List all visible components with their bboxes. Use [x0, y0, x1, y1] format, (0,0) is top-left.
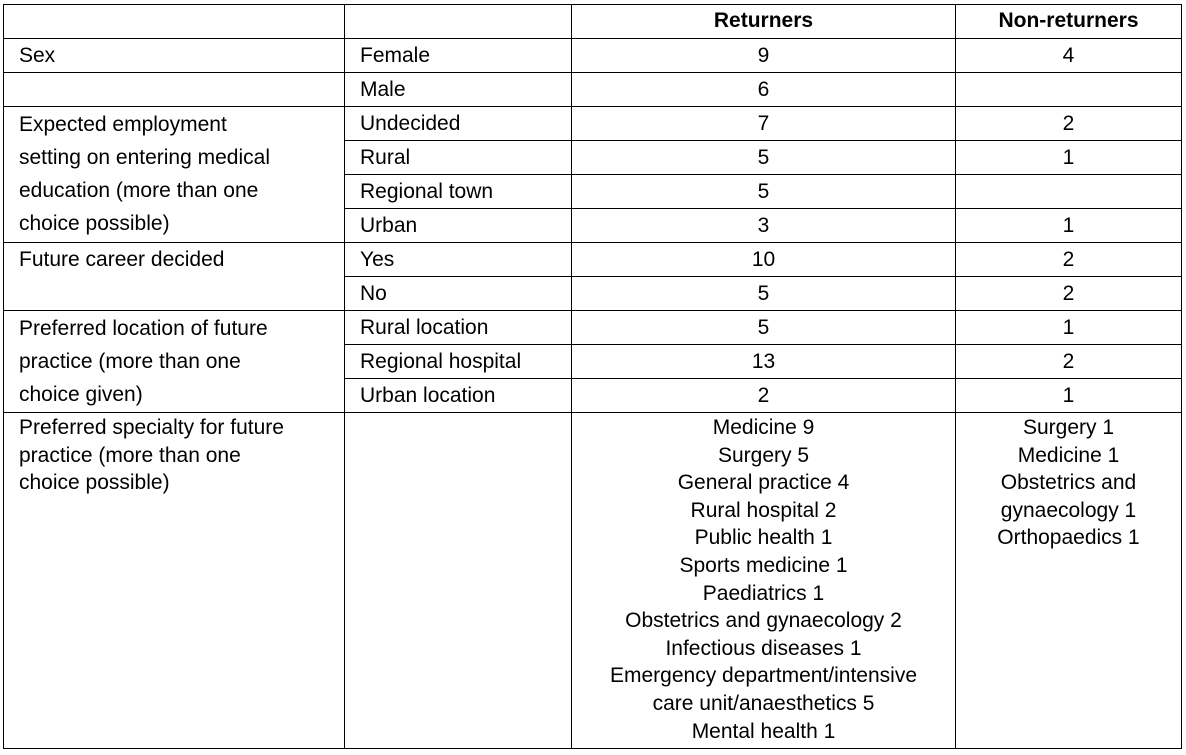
specialty-item: Obstetrics and gynaecology 2 [625, 609, 902, 633]
specialty-item: General practice 4 [677, 471, 850, 495]
group-label-line: Preferred location of future [19, 317, 268, 340]
group-label-line: choice possible) [19, 212, 170, 235]
non-returners-cell [956, 73, 1182, 107]
group-label: Sex [4, 39, 345, 73]
header-returners: Returners [572, 5, 956, 39]
returners-cell: 10 [572, 243, 956, 277]
group-label [4, 73, 345, 107]
row-label: Rural location [345, 311, 572, 345]
non-returners-cell: 2 [956, 107, 1182, 141]
specialty-item: Emergency department/intensive [610, 664, 917, 688]
group-label-line: Preferred specialty for future [19, 416, 284, 439]
table-row [4, 243, 1182, 277]
returners-cell: 5 [572, 175, 956, 209]
group-label-line: education (more than one [19, 179, 259, 202]
specialty-item: Medicine 9 [712, 416, 815, 439]
table-row [4, 107, 1182, 141]
non-returners-cell [956, 175, 1182, 209]
row-label [345, 413, 572, 749]
specialty-item: Sports medicine 1 [679, 553, 848, 577]
specialty-item: gynaecology 1 [1000, 498, 1137, 522]
table-row [4, 39, 1182, 73]
header-cell [345, 5, 572, 39]
returners-cell: 13 [572, 345, 956, 379]
returners-cell: 9 [572, 39, 956, 73]
non-returners-cell: 2 [956, 345, 1182, 379]
non-returners-cell: 1 [956, 141, 1182, 175]
returners-cell: 3 [572, 209, 956, 243]
specialty-item: Mental health 1 [691, 719, 836, 743]
returners-cell: 7 [572, 107, 956, 141]
group-label-line: Expected employment [19, 113, 227, 136]
row-label: Urban [345, 209, 572, 243]
specialty-item: Medicine 1 [1017, 443, 1120, 467]
row-label: Regional hospital [345, 345, 572, 379]
non-returners-cell: 1 [956, 209, 1182, 243]
specialty-item: Paediatrics 1 [702, 581, 825, 605]
row-label: Female [345, 39, 572, 73]
non-returners-cell: 2 [956, 243, 1182, 277]
group-label-line: choice given) [19, 383, 143, 406]
specialty-item: Public health 1 [694, 526, 833, 550]
specialty-item: Orthopaedics 1 [997, 526, 1140, 550]
group-label-line: choice possible) [19, 471, 170, 494]
returners-cell: 5 [572, 277, 956, 311]
group-label [4, 107, 345, 243]
non-returners-cell: 1 [956, 311, 1182, 345]
non-returners-specialty-list [956, 413, 1182, 749]
table-row [4, 413, 1182, 749]
specialty-item: Obstetrics and [1000, 471, 1137, 495]
specialty-item: Infectious diseases 1 [665, 636, 862, 660]
group-label [4, 311, 345, 413]
header-non-returners: Non-returners [956, 5, 1182, 39]
row-label: Regional town [345, 175, 572, 209]
non-returners-cell: 2 [956, 277, 1182, 311]
returners-cell: 5 [572, 141, 956, 175]
specialty-item: care unit/anaesthetics 5 [652, 691, 875, 715]
group-label-line: practice (more than one [19, 350, 241, 373]
row-label: Urban location [345, 379, 572, 413]
returners-cell: 2 [572, 379, 956, 413]
row-label: No [345, 277, 572, 311]
returners-cell: 6 [572, 73, 956, 107]
specialty-item: Surgery 1 [1022, 416, 1115, 439]
group-label-line: practice (more than one [19, 443, 241, 467]
table-row [4, 311, 1182, 345]
group-label: Future career decided [4, 243, 345, 311]
returners-cell: 5 [572, 311, 956, 345]
specialty-item: Rural hospital 2 [690, 498, 837, 522]
group-label [4, 413, 345, 749]
non-returners-cell: 4 [956, 39, 1182, 73]
row-label: Yes [345, 243, 572, 277]
group-label-line: setting on entering medical [19, 146, 270, 169]
data-table [3, 4, 1182, 749]
non-returners-cell: 1 [956, 379, 1182, 413]
table-row [4, 73, 1182, 107]
header-cell [4, 5, 345, 39]
row-label: Male [345, 73, 572, 107]
header-row [4, 5, 1182, 39]
row-label: Undecided [345, 107, 572, 141]
specialty-item: Surgery 5 [717, 443, 810, 467]
row-label: Rural [345, 141, 572, 175]
returners-specialty-list [572, 413, 956, 749]
